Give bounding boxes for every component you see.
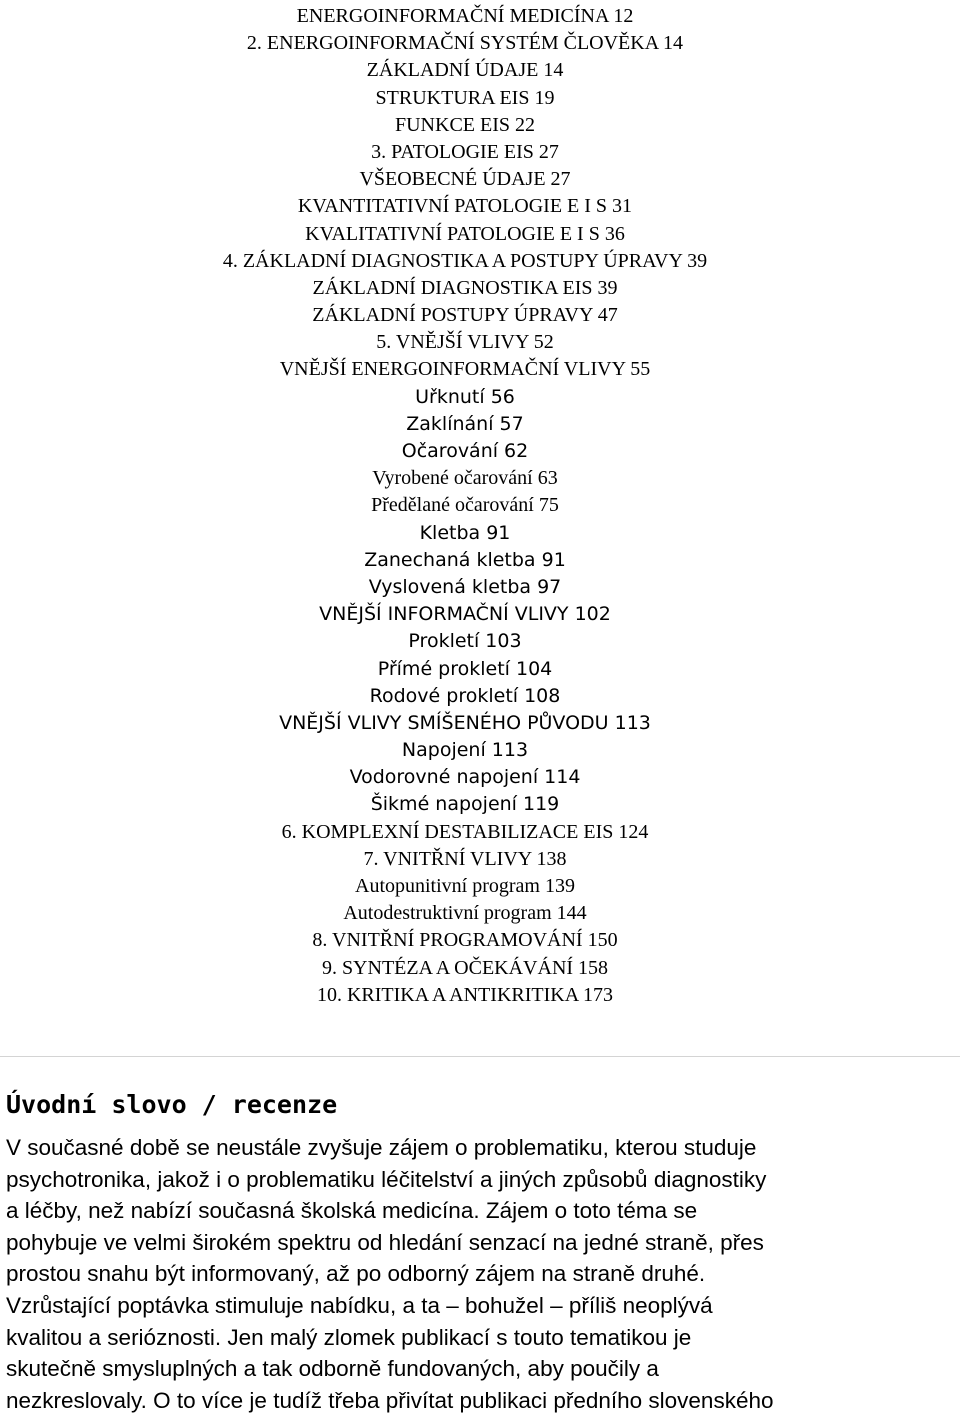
toc-entry: 3. PATOLOGIE EIS 27 <box>371 140 559 163</box>
paragraph-line: skutečně smysluplných a tak odborně fundovaných, aby poučily a <box>6 1356 659 1382</box>
toc-entry: Vodorovné napojení 114 <box>349 766 581 789</box>
toc-entry: STRUKTURA EIS 19 <box>375 86 555 109</box>
toc-entry: Přímé prokletí 104 <box>377 657 553 680</box>
section-title: Úvodní slovo / recenze <box>6 1090 338 1119</box>
toc-entry: KVALITATIVNÍ PATOLOGIE E I S 36 <box>305 222 625 245</box>
toc-entry: Šikmé napojení 119 <box>370 793 560 816</box>
toc-entry: Zanechaná kletba 91 <box>364 548 566 571</box>
toc-entry: Rodové prokletí 108 <box>369 684 561 707</box>
paragraph-line: pohybuje ve velmi širokém spektru od hledání senzací na jedné straně, přes <box>6 1229 764 1255</box>
toc-entry: Předělané očarování 75 <box>371 494 559 517</box>
toc-entry: Prokletí 103 <box>408 630 522 653</box>
toc-entry: Očarování 62 <box>401 440 529 462</box>
table-of-contents <box>0 3 930 1009</box>
toc-entry: 4. ZÁKLADNÍ DIAGNOSTIKA A POSTUPY ÚPRAVY 39 <box>222 249 708 272</box>
toc-entry: Autodestruktivní program 144 <box>343 902 587 925</box>
toc-entry: Zaklínání 57 <box>406 412 524 435</box>
toc-entry: 5. VNĚJŠÍ VLIVY 52 <box>376 331 554 354</box>
toc-entry: Autopunitivní program 139 <box>355 875 575 897</box>
toc-entry: Napojení 113 <box>401 739 529 762</box>
toc-entry: VNĚJŠÍ INFORMAČNÍ VLIVY 102 <box>319 603 611 626</box>
section-divider <box>0 1056 960 1057</box>
toc-entry: Vyrobené očarování 63 <box>372 467 558 490</box>
paragraph-line: prostou snahu být informovaný, až po odborný zájem na straně druhé. <box>6 1261 706 1287</box>
toc-entry: ZÁKLADNÍ POSTUPY ÚPRAVY 47 <box>312 304 618 327</box>
paragraph-line: Vzrůstající poptávka stimuluje nabídku, a ta – bohužel – příliš neoplývá <box>6 1292 713 1318</box>
toc-entry: ENERGOINFORMAČNÍ MEDICÍNA 12 <box>296 5 634 27</box>
toc-entry: 2. ENERGOINFORMAČNÍ SYSTÉM ČLOVĚKA 14 <box>246 32 684 55</box>
toc-entry: 6. KOMPLEXNÍ DESTABILIZACE EIS 124 <box>281 820 649 843</box>
toc-entry: ZÁKLADNÍ DIAGNOSTIKA EIS 39 <box>312 276 618 299</box>
toc-entry: Kletba 91 <box>419 521 511 544</box>
paragraph-line: kvalitou a serióznosti. Jen malý zlomek publikací s touto tematikou je <box>6 1324 692 1350</box>
toc-entry: Vyslovená kletba 97 <box>368 575 562 598</box>
toc-entry: KVANTITATIVNÍ PATOLOGIE E I S 31 <box>297 195 633 218</box>
toc-entry: 9. SYNTÉZA A OČEKÁVÁNÍ 158 <box>321 956 609 979</box>
toc-entry: VNĚJŠÍ ENERGOINFORMAČNÍ VLIVY 55 <box>279 358 651 381</box>
paragraph-line: V současné době se neustále zvyšuje zájem o problematiku, kterou studuje <box>6 1135 757 1160</box>
toc-entry: VNĚJŠÍ VLIVY SMÍŠENÉHO PŮVODU 113 <box>279 711 651 734</box>
toc-entry: VŠEOBECNÉ ÚDAJE 27 <box>359 168 571 191</box>
toc-entry: 10. KRITIKA A ANTIKRITIKA 173 <box>316 983 614 1006</box>
toc-entry: FUNKCE EIS 22 <box>394 113 535 136</box>
toc-entry: ZÁKLADNÍ ÚDAJE 14 <box>366 59 564 82</box>
section-body <box>6 1132 960 1416</box>
paragraph-line: a léčby, než nabízí současná školská medicína. Zájem o toto téma se <box>6 1198 698 1224</box>
toc-entry: 8. VNITŘNÍ PROGRAMOVÁNÍ 150 <box>312 929 618 952</box>
paragraph-line: psychotronika, jakož i o problematiku léčitelství a jiných způsobů diagnostiky <box>6 1166 767 1192</box>
paragraph-line: nezkreslovaly. O to více je tudíž třeba přivítat publikaci předního slovenského <box>6 1387 774 1413</box>
toc-entry: 7. VNITŘNÍ VLIVY 138 <box>363 847 567 870</box>
toc-entry: Uřknutí 56 <box>415 385 515 408</box>
